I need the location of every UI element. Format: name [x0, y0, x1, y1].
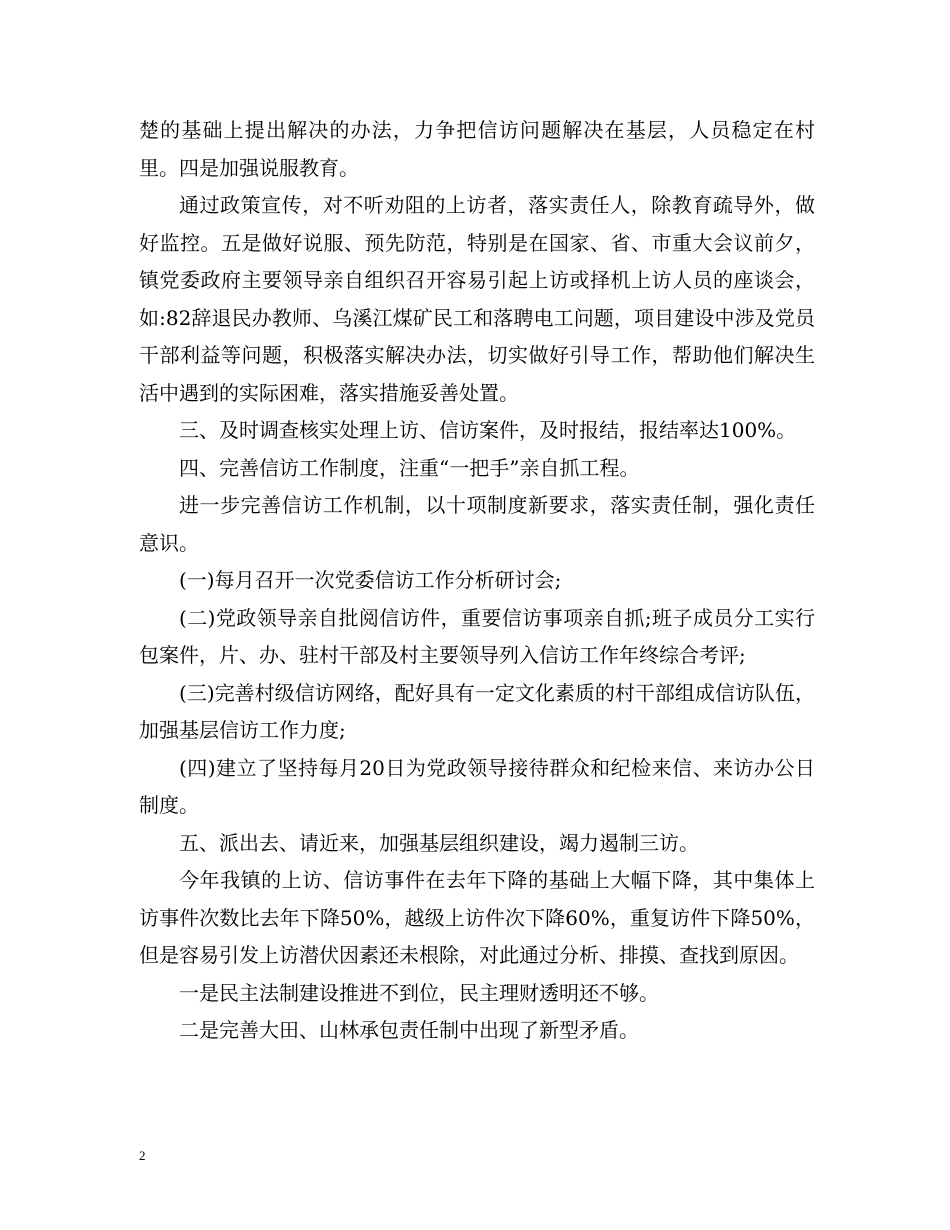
- paragraph-13: 二是完善大田、山林承包责任制中出现了新型矛盾。: [179, 1018, 639, 1042]
- paragraph-12: 一是民主法制建设推进不到位，民主理财透明还不够。: [179, 980, 659, 1005]
- paragraph-5: 进一步完善信访工作机制，以十项制度新要求，落实责任制，强化责任意识。: [139, 493, 815, 555]
- paragraph-10: 五、派出去、请近来，加强基层组织建设，竭力遏制三访。: [179, 830, 699, 855]
- paragraph-4: 四、完善信访工作制度，注重“一把手”亲自抓工程。: [179, 455, 640, 480]
- paragraph-3: 三、及时调查核实处理上访、信访案件，及时报结，报结率达100%。: [179, 418, 797, 442]
- paragraph-1: 楚的基础上提出解决的办法，力争把信访问题解决在基层，人员稳定在村里。四是加强说服教育。: [139, 118, 815, 180]
- paragraph-7: (二)党政领导亲自批阅信访件，重要信访事项亲自抓;班子成员分工实行包案件，片、办、驻村干部及村主要领导列入信访工作年终综合考评;: [139, 605, 815, 667]
- paragraph-8: (三)完善村级信访网络，配好具有一定文化素质的村干部组成信访队伍，加强基层信访工作力度;: [139, 680, 815, 742]
- paragraph-11: 今年我镇的上访、信访事件在去年下降的基础上大幅下降，其中集体上访事件次数比去年下降50%，越级上访件次下降60%，重复访件下降50%，但是容易引发上访潜伏因素还未根除，对此通过分析、排摸、查找到原因。: [139, 868, 815, 967]
- document-body: [139, 112, 815, 1050]
- page-number: 2: [139, 1148, 146, 1163]
- paragraph-2: 通过政策宣传，对不听劝阻的上访者，落实责任人，除教育疏导外，做好监控。五是做好说服、预先防范，特别是在国家、省、市重大会议前夕，镇党委政府主要领导亲自组织召开容易引起上访或择机上访人员的座谈会，如:82辞退民办教师、乌溪江煤矿民工和落聘电工问题，项目建设中涉及党员干部利益等问题，积极落实解决办法，切实做好引导工作，帮助他们解决生活中遇到的实际困难，落实措施妥善处置。: [139, 193, 815, 405]
- paragraph-6: (一)每月召开一次党委信访工作分析研讨会;: [179, 568, 562, 592]
- paragraph-9: (四)建立了坚持每月20日为党政领导接待群众和纪检来信、来访办公日制度。: [139, 755, 815, 817]
